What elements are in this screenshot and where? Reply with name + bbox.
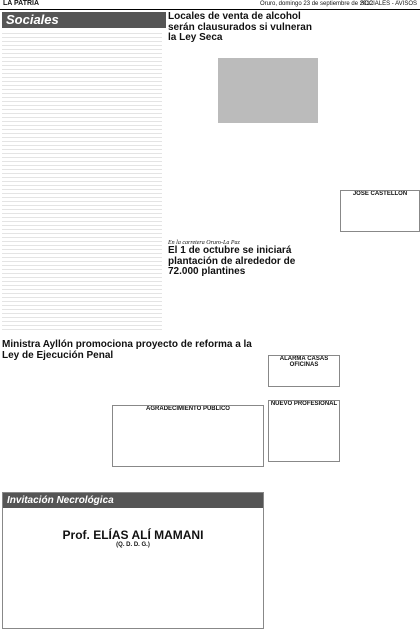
jose-castellon-ad — [340, 190, 420, 232]
header-date: Oruro, domingo 23 de septiembre de 2012 — [260, 1, 374, 7]
jose-castellon-title: JOSÉ CASTELLÓN — [352, 191, 408, 197]
invitacion-name: Prof. ELÍAS ALÍ MAMANI — [62, 528, 204, 542]
profesional-ad-title: NUEVO PROFESIONAL — [270, 401, 338, 407]
invitacion-band: Invitación Necrológica — [3, 493, 263, 508]
header-section: SOCIALES - AVISOS — [360, 1, 417, 7]
page-header — [0, 0, 420, 10]
profesional-ad — [268, 400, 340, 462]
carretera-story — [168, 240, 318, 278]
alarma-ad-title: ALARMA CASAS OFICINAS — [279, 356, 329, 368]
ayllon-story — [2, 340, 262, 361]
top-story-photo — [218, 58, 318, 123]
top-story — [168, 12, 318, 44]
sociales-columns — [2, 30, 162, 330]
sociales-band — [2, 12, 166, 28]
alarma-ad — [268, 355, 340, 387]
carretera-headline: El 1 de octubre se iniciará plantación de alrededor de 72.000 plantines — [168, 245, 296, 277]
invitacion-subname: (Q. D. D. G.) — [116, 542, 150, 548]
carretera-kicker: En la carretera Oruro-La Paz — [168, 240, 240, 246]
agradecimiento-box — [112, 405, 264, 467]
sociales-band-text: Sociales — [6, 12, 59, 27]
masthead-logo: LA PATRIA — [3, 0, 40, 7]
invitacion-box — [2, 492, 264, 629]
top-story-headline: Locales de venta de alcohol serán clausurados si vulneran la Ley Seca — [168, 11, 312, 43]
ayllon-headline: Ministra Ayllón promociona proyecto de reforma a la Ley de Ejecución Penal — [2, 339, 252, 361]
agradecimiento-title: AGRADECIMIENTO PÚBLICO — [146, 406, 230, 412]
